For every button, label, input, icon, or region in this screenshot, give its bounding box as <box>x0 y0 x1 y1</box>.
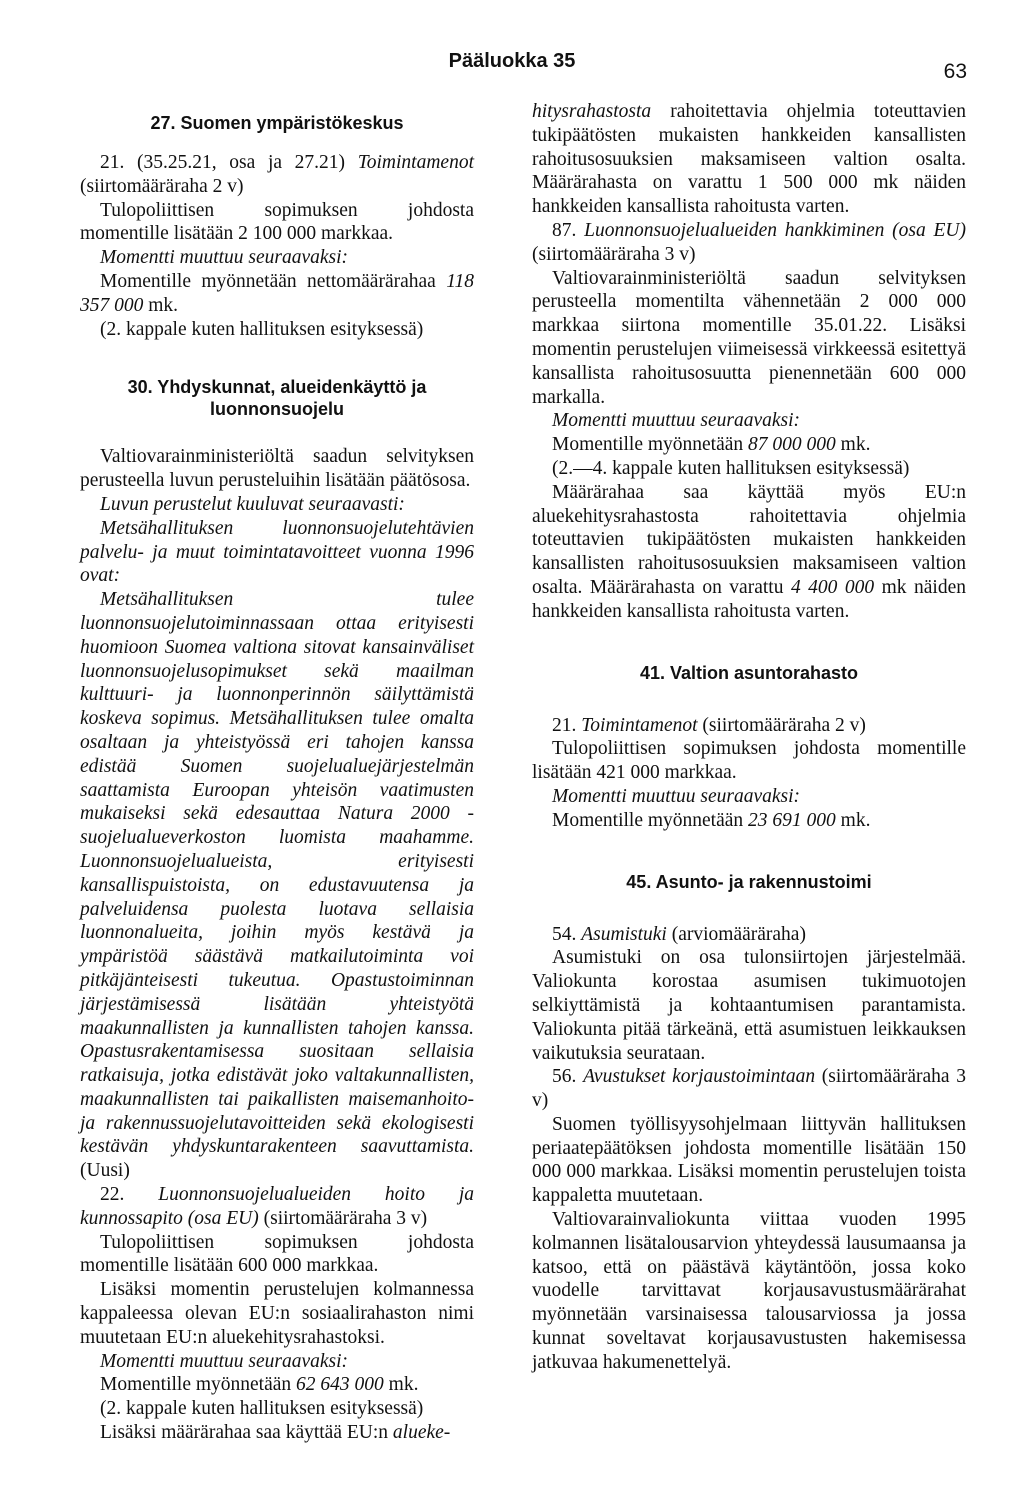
item-22-title-line: 22. Luonnonsuojelualueiden hoito ja kunnossapito (osa EU) (siirtomääräraha 3 v) <box>80 1184 475 1229</box>
paragraph: Suomen työllisyysohjelmaan liittyvän hallituksen periaatepäätöksen johdosta momentille lisätään 150 000 000 markkaa. Lisäksi momentin perustelujen toista kappaletta muutetaan. <box>532 1113 966 1207</box>
item-21-suffix: (siirtomääräraha 2 v) <box>80 175 244 197</box>
paragraph: Määrärahaa saa käyttää myös EU:n aluekehitysrahastosta rahoitettavia ohjelmia toteuttavien tukipäätösten mukaisten hankkeiden kansallisten rahoitusosuuksien maksamiseen valtion osalta. Määrärahasta on varattu 4 400 000 mk näiden hankkeiden kansallista rahoitusta varten. <box>532 481 967 622</box>
paragraph: Valtiovarainministeriöltä saadun selvityksen perusteella momentilta vähennetään 2 000 000 markkaa siirtona momentille 35.01.22. Lisäksi momentin perustelujen viimeisessä virkkeessä esitettyä kansallista rahoitusosuutta pienennetään 600 000 markalla. <box>532 267 966 408</box>
momentti-amount-line: Momentille myönnetään nettomäärärahaa 118 357 000 mk. <box>80 270 474 316</box>
item-54-title: Asumistuki <box>581 923 667 945</box>
momentti-amount-line: Momentille myönnetään 87 000 000 mk. <box>552 434 871 456</box>
amount: 23 691 000 <box>748 809 836 831</box>
italic-paragraph: Metsähallituksen tulee luonnonsuojelutoiminnassaan ottaa erityisesti huomioon Suomea valtiona sitovat kansainväliset luonnonsuojelusopimukset sekä maailman kulttuuri- ja luonnonperinnön säilyttämistä koskeva sopimus. Metsähallituksen tulee omalta osaltaan ja yhteistyössä eri tahojen kanssa edistää Suomen suojelualuejärjestelmän saattamista Euroopan yhteisön vaatimusten mukaiseksi sekä edesauttaa Natura 2000 -suojelualueverkoston luomista maahamme. Luonnonsuojelualueista, erityisesti kansallispuistoista, on edustavuutensa ja palveluidensa puolesta luotava sellaisia luonnonalueita, joihin myös kestävä ja ympäristöä säästävä matkailutoiminta voi pitkäjänteisesti tukeutua. Opastustoiminnan järjestämisessä lisätään yhteistyötä maakunnallisten ja kunnallisten tahojen kanssa. Opastusrakentamisessa suositaan sellaisia ratkaisuja, jotka edistävät joko valtakunnallisten, maakunnallisten tai paikallisten maisemanhoito- ja rakennussuojelutavoitteiden sekä ekologisesti kestävän yhdyskuntarakenteen saavuttamista. (Uusi) <box>80 589 474 1182</box>
section-heading-45: 45. Asunto- ja rakennustoimi <box>626 871 872 892</box>
amount: 4 400 000 <box>790 576 875 598</box>
item-22-title: Luonnonsuojelualueiden hoito ja kunnossapito (osa EU) <box>80 1184 475 1229</box>
paragraph: (2. kappale kuten hallituksen esityksessä) <box>100 1398 424 1420</box>
paragraph: Tulopoliittisen sopimuksen johdosta momentille lisätään 600 000 markkaa. <box>80 1231 474 1277</box>
momentti-label: Momentti muuttuu seuraavaksi: <box>552 785 801 807</box>
amount: 87 000 000 <box>748 434 836 456</box>
section-heading-27: 27. Suomen ympäristökeskus <box>150 113 404 133</box>
paragraph: (2.—4. kappale kuten hallituksen esityksessä) <box>552 457 910 479</box>
page-number: 63 <box>943 60 967 83</box>
momentti-amount-line: Momentille myönnetään 23 691 000 mk. <box>552 809 871 831</box>
item-56-title-line: 56. Avustukset korjaustoimintaan (siirtomääräraha 3 v) <box>532 1066 966 1112</box>
paragraph: Tulopoliittisen sopimuksen johdosta momentille lisätään 421 000 markkaa. <box>532 738 966 784</box>
item-87-title-line: 87. Luonnonsuojelualueiden hankkiminen (osa EU) (siirtomääräraha 3 v) <box>532 219 966 265</box>
paragraph: Lisäksi määrärahaa saa käyttää EU:n alueke- <box>100 1422 451 1444</box>
paragraph: Asumistuki on osa tulonsiirtojen järjestelmää. Valiokunta korostaa asumisen tukimuotojen selkiyttämistä ja kohtaantumisen parantamista. Valiokunta pitää tärkeänä, että asumistuen leikkauksen vaikutuksia seurataan. <box>532 947 966 1064</box>
momentti-label: Momentti muuttuu seuraavaksi: <box>100 1350 349 1372</box>
item-21-title-line: 21. Toimintamenot (siirtomääräraha 2 v) <box>552 714 866 736</box>
paragraph: (2. kappale kuten hallituksen esityksessä) <box>100 318 424 340</box>
paragraph: Lisäksi momentin perustelujen kolmannessa kappaleessa olevan EU:n sosiaalirahaston nimi muutetaan EU:n aluekehitysrahastoksi. <box>80 1279 474 1348</box>
page-header-title: Pääluokka 35 <box>448 50 576 72</box>
item-21-title: Toimintamenot <box>357 152 474 173</box>
paragraph: Valtiovarainministeriöltä saadun selvityksen perusteella luvun perusteluihin lisätään päätösosa. <box>80 446 474 492</box>
perustelut-label: Luvun perustelut kuuluvat seuraavasti: <box>100 493 405 515</box>
momentti-label: Momentti muuttuu seuraavaksi: <box>100 247 349 269</box>
right-column <box>532 100 966 1375</box>
momentti-label: Momentti muuttuu seuraavaksi: <box>552 410 801 432</box>
item-21-prefix: 21. (35.25.21, osa ja 27.21) <box>100 152 358 173</box>
item-54-title-line: 54. Asumistuki (arviomääräraha) <box>552 923 806 945</box>
item-21-title: Toimintamenot <box>581 714 698 736</box>
item-87-title: Luonnonsuojelualueiden hankkiminen (osa EU) <box>584 219 966 241</box>
amount: 118 357 000 <box>80 270 474 316</box>
left-column <box>80 100 474 1445</box>
item-56-title: Avustukset korjaustoimintaan <box>583 1066 816 1088</box>
continued-paragraph: hitysrahastosta rahoitettavia ohjelmia toteuttavien tukipäätösten mukaisten hankkeiden kansallisten rahoitusosuuksien maksamiseen valtion osalta. Määrärahasta on varattu 1 500 000 mk näiden hankkeiden kansallista rahoitusta varten. <box>532 101 966 218</box>
amount: 62 643 000 <box>296 1374 384 1396</box>
item-21-title-line <box>80 151 474 199</box>
section-heading-30: 30. Yhdyskunnat, alueidenkäyttö ja luonnonsuojelu <box>127 377 427 420</box>
paragraph: Valtiovarainvaliokunta viittaa vuoden 1995 kolmannen lisätalousarvion yhteydessä lausumaansa ja katsoo, että on päästävä käytäntöön, jossa koko vuodelle tarvittavat korjausavustusmäärärahat myönnetään varsinaisessa talousarviossa ja jossa kunnat soveltavat korjausavustusten hakemisessa jatkuvaa hakumenettelyä. <box>532 1209 966 1373</box>
paragraph: Tulopoliittisen sopimuksen johdosta momentille lisätään 2 100 000 markkaa. <box>80 199 474 245</box>
uusi-marker: (Uusi) <box>80 1160 130 1182</box>
section-heading-41: 41. Valtion asuntorahasto <box>639 662 859 683</box>
momentti-amount-line: Momentille myönnetään 62 643 000 mk. <box>100 1374 419 1396</box>
italic-paragraph: Metsähallituksen luonnonsuojelutehtävien palvelu- ja muut toimintatavoitteet vuonna 1996 ovat: <box>80 517 474 587</box>
